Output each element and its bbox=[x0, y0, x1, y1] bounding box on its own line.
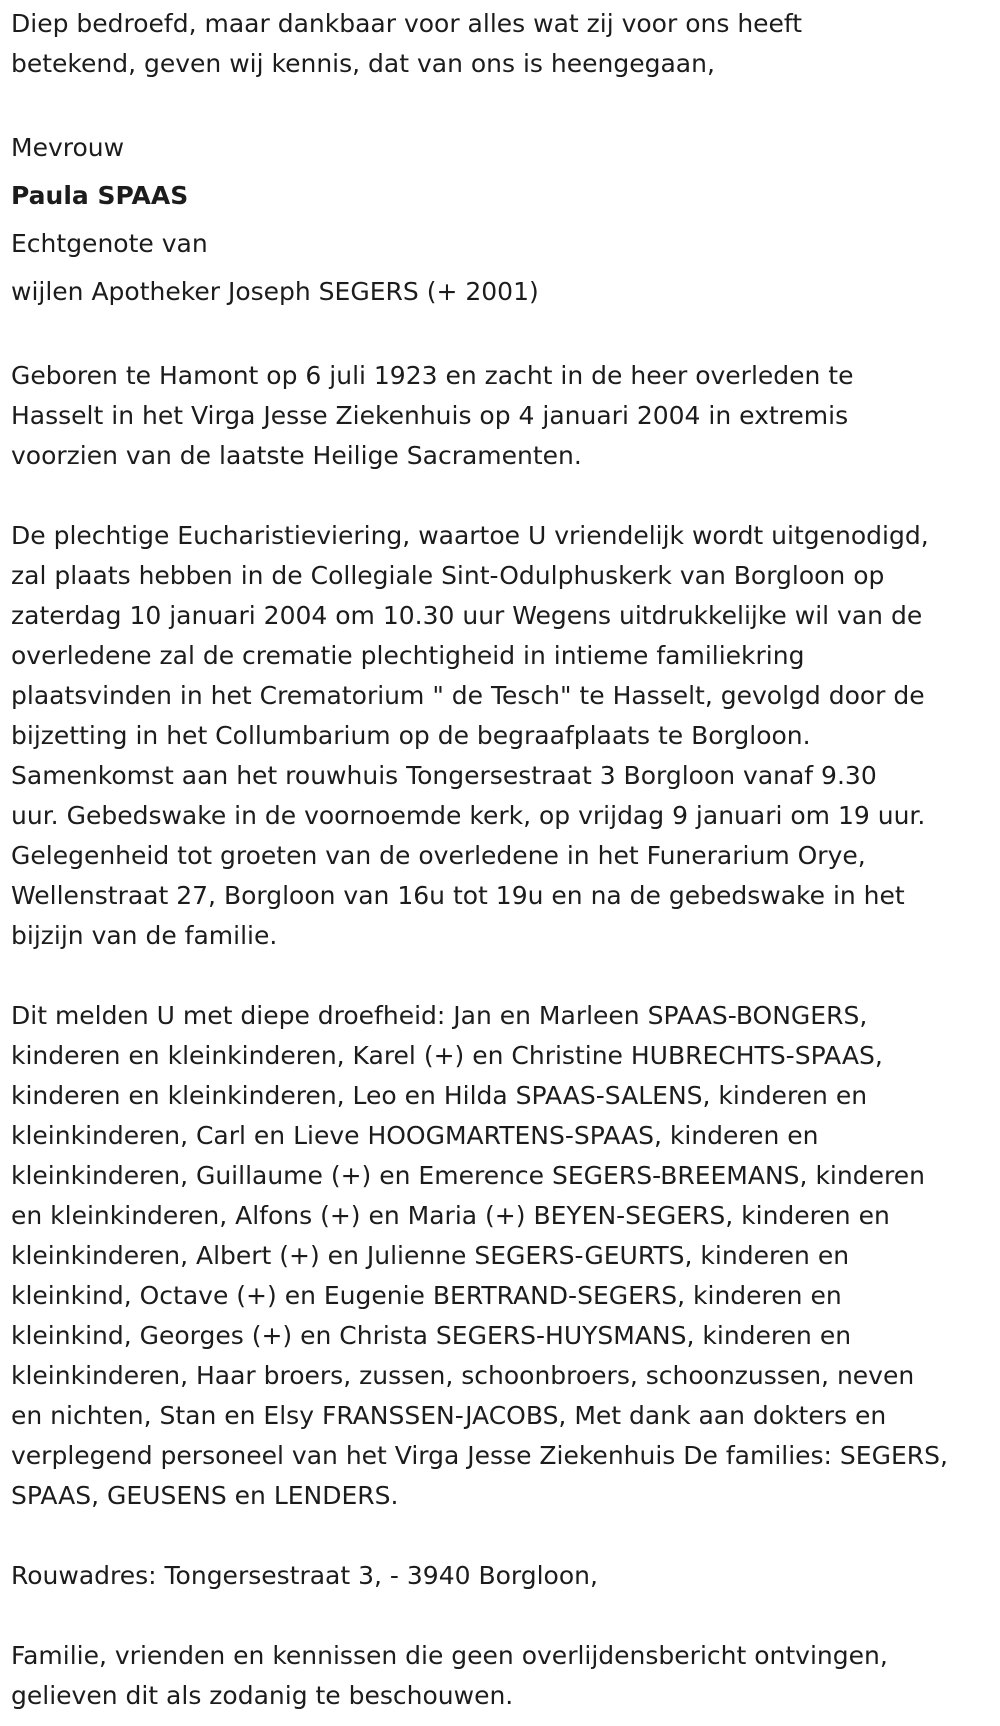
deceased-header bbox=[11, 124, 996, 316]
spouse-name: wijlen Apotheker Joseph SEGERS (+ 2001) bbox=[11, 277, 539, 306]
spacer bbox=[11, 1596, 996, 1636]
spacer bbox=[11, 1516, 996, 1556]
obituary-document bbox=[11, 4, 996, 1716]
address-paragraph: Rouwadres: Tongersestraat 3, - 3940 Borgloon, bbox=[11, 1561, 598, 1590]
spacer bbox=[11, 476, 996, 516]
intro-paragraph: Diep bedroefd, maar dankbaar voor alles wat zij voor ons heeft betekend, geven wij kennis, dat van ons is heengegaan, bbox=[11, 9, 803, 78]
salutation: Mevrouw bbox=[11, 133, 125, 162]
spacer bbox=[11, 316, 996, 356]
spacer bbox=[11, 956, 996, 996]
family-paragraph: Dit melden U met diepe droefheid: Jan en Marleen SPAAS-BONGERS, kinderen en kleinkinderen, Karel (+) en Christine HUBRECHTS-SPAAS, kinderen en kleinkinderen, Leo en Hilda SPAAS-SALENS, kinderen en kleinkinderen, Carl en Lieve HOOGMARTENS-SPAAS, kinderen en kleinkinderen, Guillaume (+) en Emerence SEGERS-BREEMANS, kinderen en kleinkinderen, Alfons (+) en Maria (+) BEYEN-SEGERS, kinderen en kleinkinderen, Albert (+) en Julienne SEGERS-GEURTS, kinderen en kleinkind, Octave (+) en Eugenie BERTRAND-SEGERS, kinderen en kleinkind, Georges (+) en Christa SEGERS-HUYSMANS, kinderen en kleinkinderen, Haar broers, zussen, schoonbroers, schoonzussen, neven en nichten, Stan en Elsy FRANSSEN-JACOBS, Met dank aan dokters en verplegend personeel van het Virga Jesse Ziekenhuis De families: SEGERS, SPAAS, GEUSENS en LENDERS. bbox=[11, 1001, 948, 1510]
spouse-label: Echtgenote van bbox=[11, 229, 208, 258]
spacer bbox=[11, 84, 996, 124]
deceased-name: Paula SPAAS bbox=[11, 181, 189, 210]
closing-paragraph: Familie, vrienden en kennissen die geen overlijdensbericht ontvingen, gelieven dit als zodanig te beschouwen. bbox=[11, 1641, 888, 1710]
birth-death-paragraph: Geboren te Hamont op 6 juli 1923 en zacht in de heer overleden te Hasselt in het Virga Jesse Ziekenhuis op 4 januari 2004 in extremis voorzien van de laatste Heilige Sacramenten. bbox=[11, 361, 854, 470]
ceremony-paragraph: De plechtige Eucharistieviering, waartoe U vriendelijk wordt uitgenodigd, zal plaats hebben in de Collegiale Sint-Odulphuskerk van Borgloon op zaterdag 10 januari 2004 om 10.30 uur Wegens uitdrukkelijke wil van de overledene zal de crematie plechtigheid in intieme familiekring plaatsvinden in het Crematorium " de Tesch" te Hasselt, gevolgd door de bijzetting in het Collumbarium op de begraafplaats te Borgloon. Samenkomst aan het rouwhuis Tongersestraat 3 Borgloon vanaf 9.30 uur. Gebedswake in de voornoemde kerk, op vrijdag 9 januari om 19 uur. Gelegenheid tot groeten van de overledene in het Funerarium Orye, Wellenstraat 27, Borgloon van 16u tot 19u en na de gebedswake in het bijzijn van de familie. bbox=[11, 521, 929, 950]
